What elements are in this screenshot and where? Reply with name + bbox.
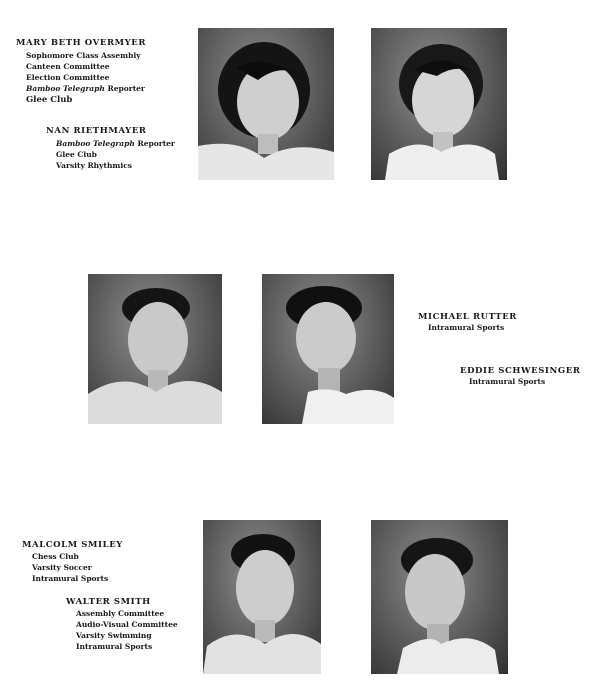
portrait-photo [371,28,507,180]
activity-item: Canteen Committee [26,62,110,71]
portrait-photo [88,274,222,424]
activity-item: Bamboo Telegraph Reporter [56,139,175,148]
activity-item: Intramural Sports [469,377,546,386]
student-name: MALCOLM SMILEY [22,540,123,550]
portrait-photo [371,520,508,674]
activity-list [76,608,178,652]
activity-item: Chess Club [32,552,79,561]
activity-item: Intramural Sports [32,574,109,583]
activity-item: Varsity Soccer [32,563,92,572]
portrait-photo [203,520,321,674]
activity-item: Varsity Swimming [76,631,152,640]
student-name: MICHAEL RUTTER [418,312,517,322]
portrait-photo [262,274,394,424]
activity-list [428,322,504,333]
activity-list [32,551,108,584]
activity-list [469,376,545,387]
publication-name: Bamboo Telegraph [26,84,105,93]
activity-item: Glee Club [56,150,97,159]
activity-item: Sophomore Class Assembly [26,51,141,60]
activity-list [26,50,145,107]
publication-name: Bamboo Telegraph [56,139,135,148]
activity-item: Election Committee [26,73,110,82]
activity-item: Intramural Sports [428,323,505,332]
student-name: WALTER SMITH [66,597,151,607]
activity-item: Intramural Sports [76,642,153,651]
activity-item: Assembly Committee [76,609,165,618]
student-name: MARY BETH OVERMYER [16,38,147,48]
activity-item: Bamboo Telegraph Reporter [26,84,145,93]
student-name: EDDIE SCHWESINGER [460,366,581,376]
student-name: NAN RIETHMAYER [46,126,147,136]
activity-item: Varsity Rhythmics [56,161,132,170]
portrait-photo [198,28,334,180]
activity-item: Audio-Visual Committee [76,620,178,629]
activity-list [56,138,175,171]
activity-item: Glee Club [26,95,73,105]
